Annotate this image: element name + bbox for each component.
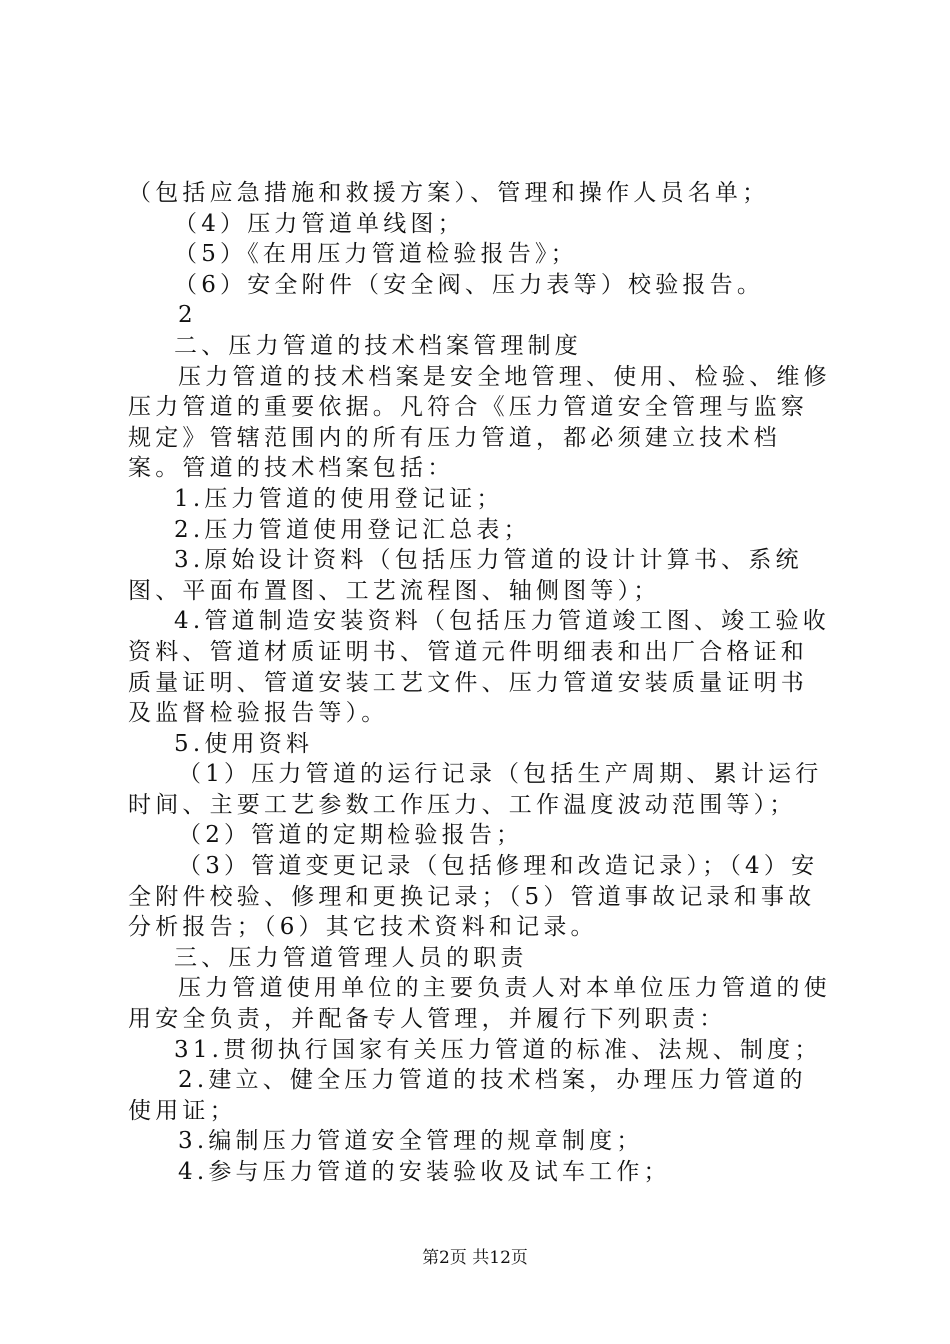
list-item: 3.编制压力管道安全管理的规章制度； [178,1128,644,1155]
list-item: 5.使用资料 [174,730,314,757]
section-heading: 二、压力管道的技术档案管理制度 [174,332,582,359]
list-item: 1.压力管道的使用登记证； [174,485,504,512]
list-item: （2）管道的定期检验报告； [178,822,524,849]
list-item: 3.原始设计资料（包括压力管道的设计计算书、系统图、平面布置图、工艺流程图、轴侧图等）； [128,547,803,604]
page-number-marker: 2 [178,302,197,329]
list-item: 31.贯彻执行国家有关压力管道的标准、法规、制度； [174,1036,822,1063]
paragraph: 压力管道的技术档案是安全地管理、使用、检验、维修压力管道的重要依据。凡符合《压力管道安全管理与监察规定》管辖范围内的所有压力管道，都必须建立技术档案。管道的技术档案包括： [128,363,831,482]
text-line: （5）《在用压力管道检验报告》； [174,241,578,268]
paragraph: 压力管道使用单位的主要负责人对本单位压力管道的使用安全负责，并配备专人管理，并履行下列职责： [128,975,831,1033]
list-item: 4.管道制造安装资料（包括压力管道竣工图、竣工验收资料、管道材质证明书、管道元件明细表和出厂合格证和质量证明、管道安装工艺文件、压力管道安装质量证明书及监督检验报告等）。 [128,608,830,727]
text-line: （包括应急措施和救援方案）、管理和操作人员名单； [128,180,770,206]
text-line: （6）安全附件（安全阀、压力表等）校验报告。 [174,271,765,298]
page-footer: 第2页 共12页 [422,1248,528,1268]
section-heading: 三、压力管道管理人员的职责 [174,944,528,971]
list-item: 4.参与压力管道的安装验收及试车工作； [178,1159,671,1185]
list-item: （1）压力管道的运行记录（包括生产周期、累计运行时间、主要工艺参数工作压力、工作温度波动范围等）； [128,761,823,818]
list-item: （3）管道变更记录（包括修理和改造记录）；（4）安全附件校验、修理和更换记录；（5）管道事故记录和事故分析报告；（6）其它技术资料和记录。 [128,853,819,941]
list-item: 2.压力管道使用登记汇总表； [174,516,531,543]
text-line: （4）压力管道单线图； [174,210,465,237]
document-body [128,178,832,1188]
list-item: 2.建立、健全压力管道的技术档案，办理压力管道的使用证； [128,1067,807,1124]
